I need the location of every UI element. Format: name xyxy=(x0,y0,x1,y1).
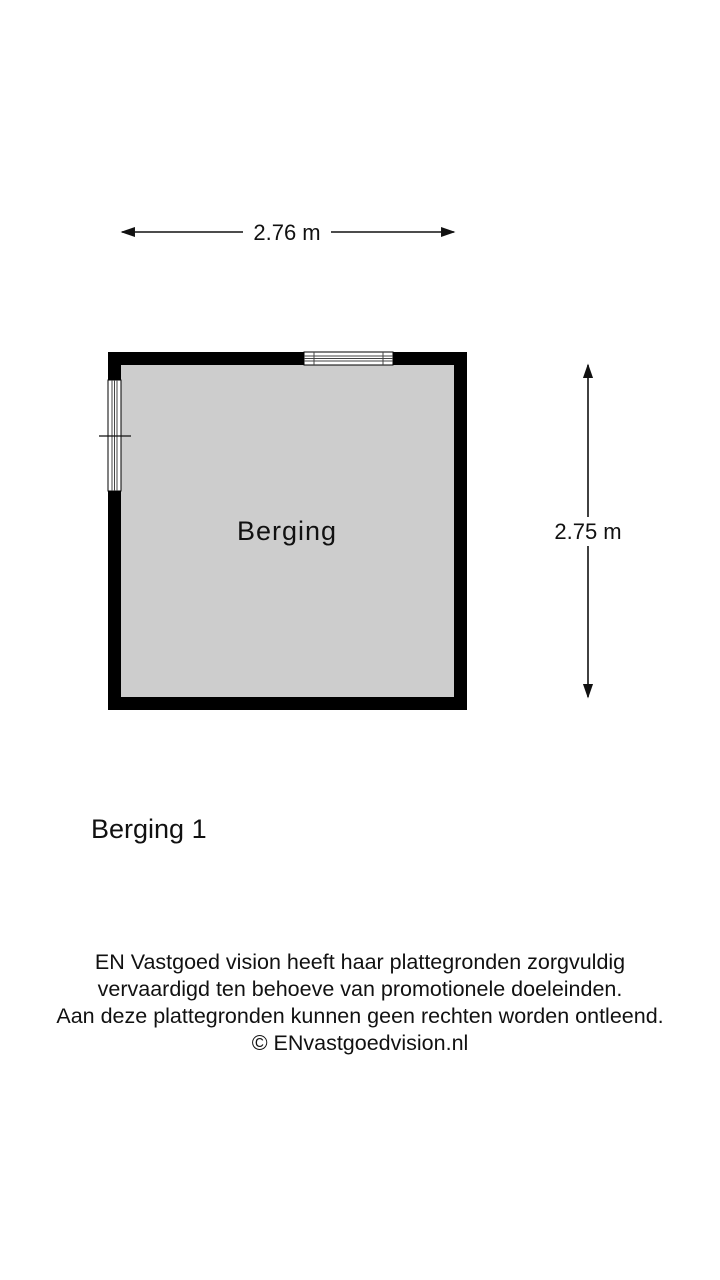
disclaimer-line: Aan deze plattegronden kunnen geen rechten worden ontleend. xyxy=(56,1004,664,1028)
copyright-line: © ENvastgoedvision.nl xyxy=(251,1031,469,1055)
depth-dimension-label: 2.75 m xyxy=(554,519,622,544)
width-dimension xyxy=(122,220,454,245)
disclaimer xyxy=(0,949,720,1057)
disclaimer-line: EN Vastgoed vision heeft haar plattegronden zorgvuldig xyxy=(94,950,626,974)
disclaimer-line: vervaardigd ten behoeve van promotionele doeleinden. xyxy=(97,977,623,1001)
floor-title: Berging 1 xyxy=(91,814,207,844)
width-dimension-label: 2.76 m xyxy=(253,220,321,245)
top-window xyxy=(304,352,393,365)
room-berging xyxy=(99,352,467,710)
room-label: Berging xyxy=(236,516,338,546)
depth-dimension xyxy=(554,365,621,697)
